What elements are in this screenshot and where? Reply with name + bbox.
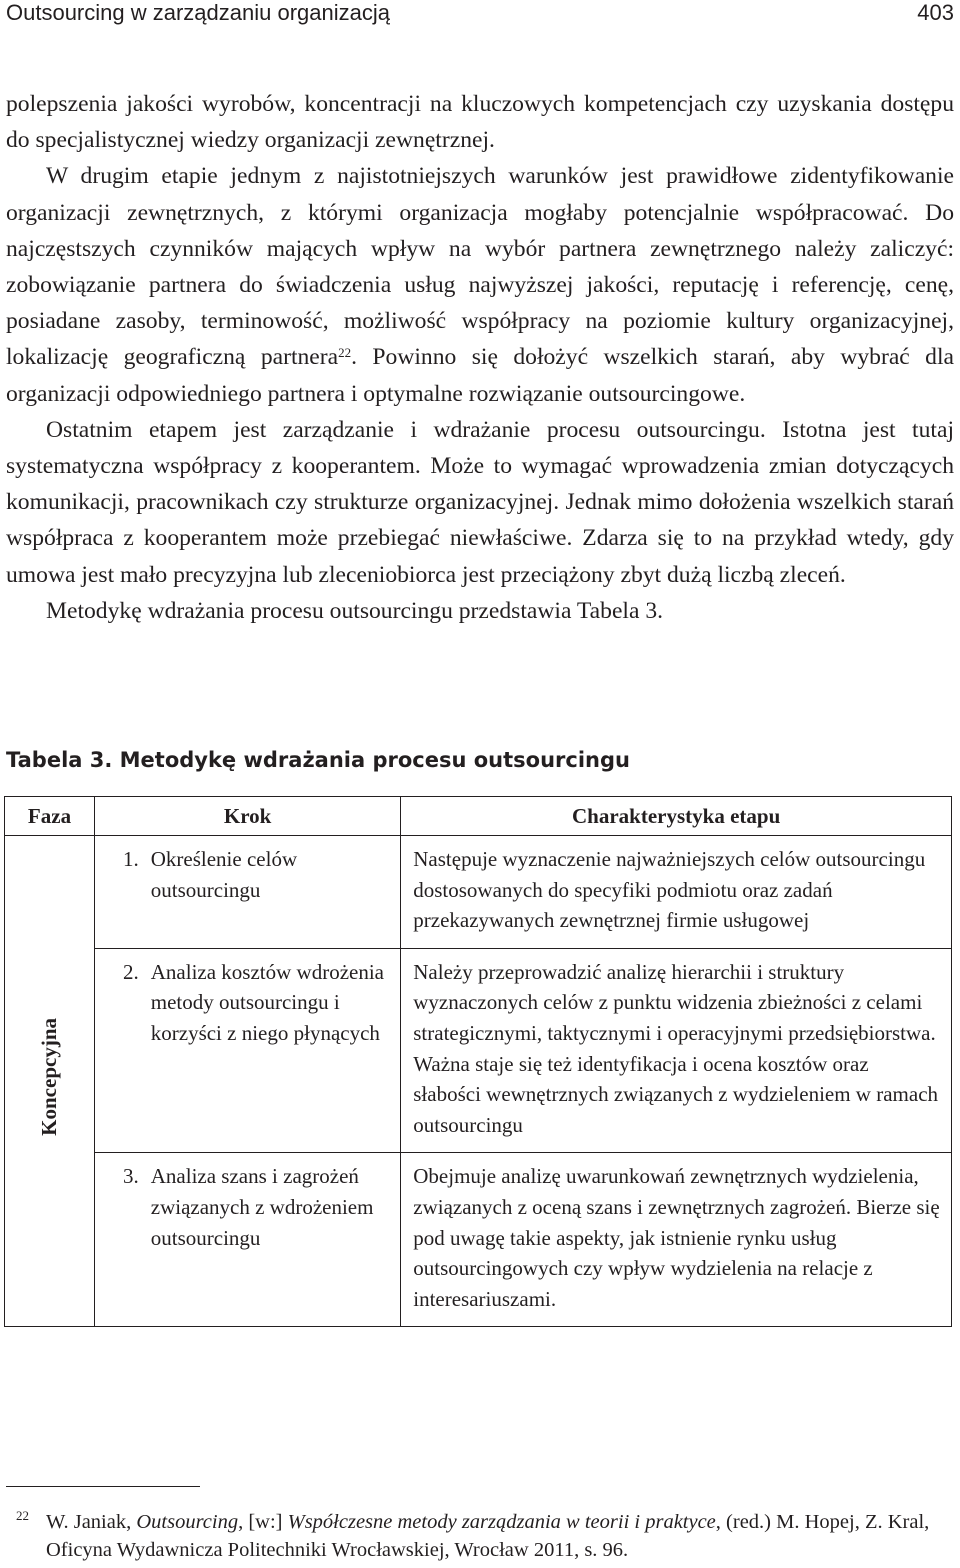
running-head: [6, 0, 954, 32]
paragraph-2: [6, 158, 954, 411]
step-description: Obejmuje analizę uwarunkowań zewnętrznych wydzielenia, związanych z oceną szans i zewnętrznych zagrożeń. Bierze się pod uwagę takie aspekty, jak istnienie rynku usług outsourcingowych czy wpływ wydzielenia na relacje z interesariuszami.: [401, 1153, 952, 1327]
header-faza: Faza: [5, 797, 95, 836]
table-row: [5, 1153, 952, 1327]
step-name: Analiza szans i zagrożeń związanych z wdrożeniem outsourcingu: [139, 1153, 401, 1327]
page-number: 403: [917, 0, 954, 25]
paragraph-2-part-a: W drugim etapie jednym z najistotniejszych warunków jest prawidłowe zidentyfikowanie organizacji zewnętrznych, z którymi organizacja mogłaby potencjalnie współpracować. Do najczęstszych czynników mających wpływ na wybór partnera zewnętrznego należy zaliczyć: zobowiązanie partnera do świadczenia usług najwyższej jakości, reputację i referencję, cenę, posiadane zasoby, terminowość, możliwość współpracy na poziomie kultury organizacyjnej, lokalizację geograficzną partnera: [6, 163, 954, 371]
step-description: Następuje wyznaczenie najważniejszych celów outsourcingu dostosowanych do specyfiki podmiotu oraz zadań przekazywanych zewnętrznej firmie usługowej: [401, 836, 952, 949]
step-number: 2.: [95, 948, 139, 1153]
footnote-divider: [6, 1486, 200, 1487]
footnote-reference[interactable]: 22: [338, 345, 352, 361]
methodology-table: [4, 796, 952, 1327]
paragraph-4: Metodykę wdrażania procesu outsourcingu przedstawia Tabela 3.: [46, 597, 664, 624]
step-name: Analiza kosztów wdrożenia metody outsourcingu i korzyści z niego płynących: [139, 948, 401, 1153]
footnote-author: W. Janiak,: [46, 1511, 137, 1533]
step-number: 3.: [95, 1153, 139, 1327]
phase-label: Koncepcyjna: [37, 1017, 62, 1136]
footnote-text: [46, 1508, 954, 1564]
step-number: 1.: [123, 847, 139, 871]
step-name: Określenie celów outsourcingu: [139, 836, 401, 949]
footnote-rest: , (red.) M. Hopej, Z. Kral, Oficyna Wydawnicza Politechniki Wrocławskiej, Wrocław 2011, s. 96.: [46, 1511, 930, 1561]
footnote-title-2: Współczesne metody zarządzania w teorii i praktyce: [287, 1511, 716, 1533]
table-caption: Tabela 3. Metodykę wdrażania procesu outsourcingu: [6, 748, 630, 772]
running-head-title: Outsourcing w zarządzaniu organizacją: [6, 0, 390, 25]
header-krok: Krok: [95, 797, 401, 836]
paragraph-2-part-b: . Powinno się dołożyć wszelkich starań, aby wybrać dla organizacji odpowiedniego partnera i optymalne rozwiązanie outsourcingowe.: [6, 344, 955, 407]
header-charakterystyka: Charakterystyka etapu: [401, 797, 952, 836]
footnote-mid: , [w:]: [238, 1511, 288, 1533]
footnote-number: 22: [16, 1508, 29, 1523]
body-text: [6, 86, 954, 629]
phase-cell: [5, 836, 95, 1327]
footnote: [6, 1508, 954, 1564]
table-header-row: [5, 797, 952, 836]
table-row: [5, 836, 952, 949]
table-row: [5, 948, 952, 1153]
paragraph-3: Ostatnim etapem jest zarządzanie i wdrażanie procesu outsourcingu. Istotna jest tutaj systematyczna współpracy z kooperantem. Może to wymagać wprowadzenia zmian dotyczących komunikacji, pracownikach czy strukturze organizacyjnej. Jednak mimo dołożenia wszelkich starań współpraca z kooperantem może przebiegać niewłaściwe. Zdarza się to na przykład wtedy, gdy umowa jest mało precyzyjna lub zleceniobiorca jest przeciążony zbyt dużą liczbą zleceń.: [6, 416, 954, 588]
step-description: Należy przeprowadzić analizę hierarchii i struktury wyznaczonych celów z punktu widzenia zbieżności z celami strategicznymi, taktycznymi i operacyjnymi przedsiębiorstwa. Ważna staje się też identyfikacja i ocena kosztów oraz słabości wewnętrznych związanych z wydzieleniem w ramach outsourcingu: [401, 948, 952, 1153]
paragraph-1: polepszenia jakości wyrobów, koncentracji na kluczowych kompetencjach czy uzyskania dostępu do specjalistycznej wiedzy organizacji zewnętrznej.: [6, 91, 954, 154]
footnote-title-1: Outsourcing: [136, 1511, 239, 1533]
